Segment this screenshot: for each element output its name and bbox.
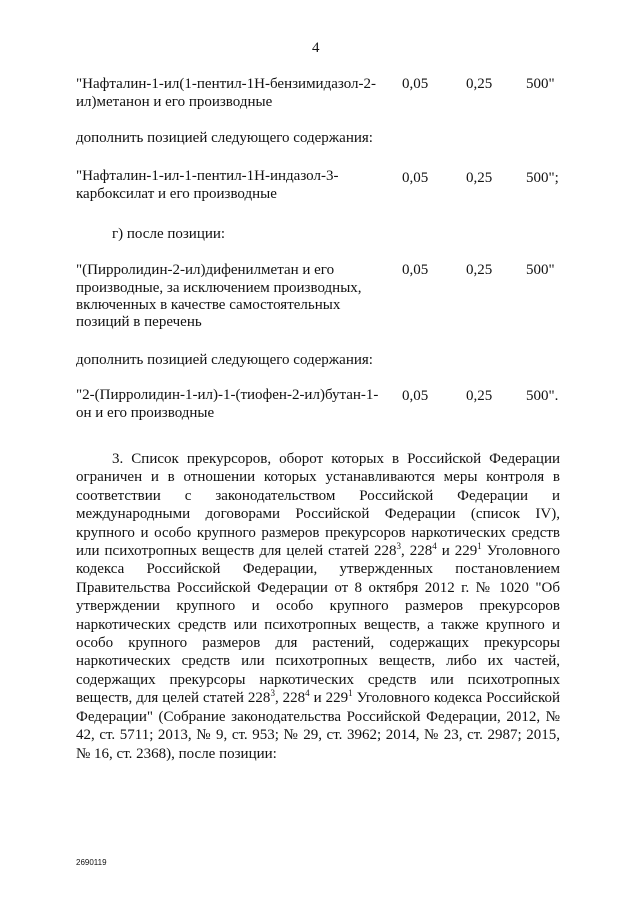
paragraph-part-2: Уголовного кодекса Российской Федерации, утвержденных постановлением Правительства Российской Федерации от 8 октября 2012 г. № 1020 "Об утверждении крупного и особо крупного размеров прекурсоров наркотических средств или психотропных веществ, а также крупного и особо крупного размеров для растений, содержащих прекурсоры наркотических средств или психотропных веществ, либо их частей, содержащих прекурсоры наркотических средств или психотропных веществ, для целей статей 228 bbox=[76, 543, 560, 707]
page-number: 4 bbox=[312, 40, 320, 56]
row-4-value-2: 0,25 bbox=[466, 388, 493, 404]
superscript: 1 bbox=[477, 541, 482, 552]
instruction-item-g: г) после позиции: bbox=[112, 226, 226, 242]
row-3-name-line-1: "(Пирролидин-2-ил)дифенилметан и его bbox=[76, 262, 335, 278]
superscript: 4 bbox=[305, 688, 310, 699]
row-4-name-line-2: он и его производные bbox=[76, 405, 215, 421]
row-4-value-1: 0,05 bbox=[402, 388, 429, 404]
paragraph-separator: , 228 bbox=[274, 690, 306, 707]
row-2-value-2: 0,25 bbox=[466, 170, 493, 186]
row-3-name-line-3: включенных в качестве самостоятельных bbox=[76, 297, 341, 313]
row-2-name-line-1: "Нафталин-1-ил-1-пентил-1Н-индазол-3- bbox=[76, 168, 339, 184]
instruction-add-position-2: дополнить позицией следующего содержания: bbox=[76, 352, 373, 368]
row-2-value-1: 0,05 bbox=[402, 170, 429, 186]
paragraph-3 bbox=[76, 450, 560, 763]
paragraph-separator: и 229 bbox=[436, 543, 478, 560]
superscript: 1 bbox=[348, 688, 353, 699]
row-1-value-1: 0,05 bbox=[402, 76, 429, 92]
row-1-name-line-2: ил)метанон и его производные bbox=[76, 94, 273, 110]
superscript: 3 bbox=[270, 688, 275, 699]
paragraph-separator: , 228 bbox=[401, 543, 433, 560]
row-3-value-3: 500" bbox=[526, 262, 555, 278]
paragraph-separator: и 229 bbox=[309, 690, 349, 707]
superscript: 3 bbox=[396, 541, 402, 552]
row-2-name-line-2: карбоксилат и его производные bbox=[76, 186, 277, 202]
instruction-add-position-1: дополнить позицией следующего содержания: bbox=[76, 130, 373, 146]
row-2-value-3: 500"; bbox=[526, 170, 559, 186]
footer-document-code: 2690119 bbox=[76, 858, 107, 867]
row-3-value-1: 0,05 bbox=[402, 262, 429, 278]
row-4-value-3: 500". bbox=[526, 388, 559, 404]
row-1-value-2: 0,25 bbox=[466, 76, 493, 92]
row-3-name-line-4: позиций в перечень bbox=[76, 314, 202, 330]
paragraph-part-1: 3. Список прекурсоров, оборот которых в Российской Федерации ограничен и в отношении которых устанавливаются меры контроля в соответствии с законодательством Российской Федерации и международными договорами Российской Федерации (список IV), крупного и особо крупного размеров прекурсоров наркотических средств или психотропных веществ для целей статей 228 bbox=[76, 451, 560, 560]
row-1-name-line-1: "Нафталин-1-ил(1-пентил-1Н-бензимидазол-2- bbox=[76, 76, 376, 92]
row-3-value-2: 0,25 bbox=[466, 262, 493, 278]
row-4-name-line-1: "2-(Пирролидин-1-ил)-1-(тиофен-2-ил)бутан-1- bbox=[76, 387, 379, 403]
paragraph-part-3: Уголовного кодекса Российской Федерации" (Собрание законодательства Российской Федерации, 2012, № 42, ст. 5711; 2013, № 9, ст. 953; № 29, ст. 3962; 2014, № 23, ст. 2987; 2015, № 16, ст. 2368), после позиции: bbox=[76, 690, 561, 762]
row-3-name-line-2: производные, за исключением производных, bbox=[76, 280, 362, 296]
superscript: 4 bbox=[432, 541, 437, 552]
row-1-value-3: 500" bbox=[526, 76, 555, 92]
